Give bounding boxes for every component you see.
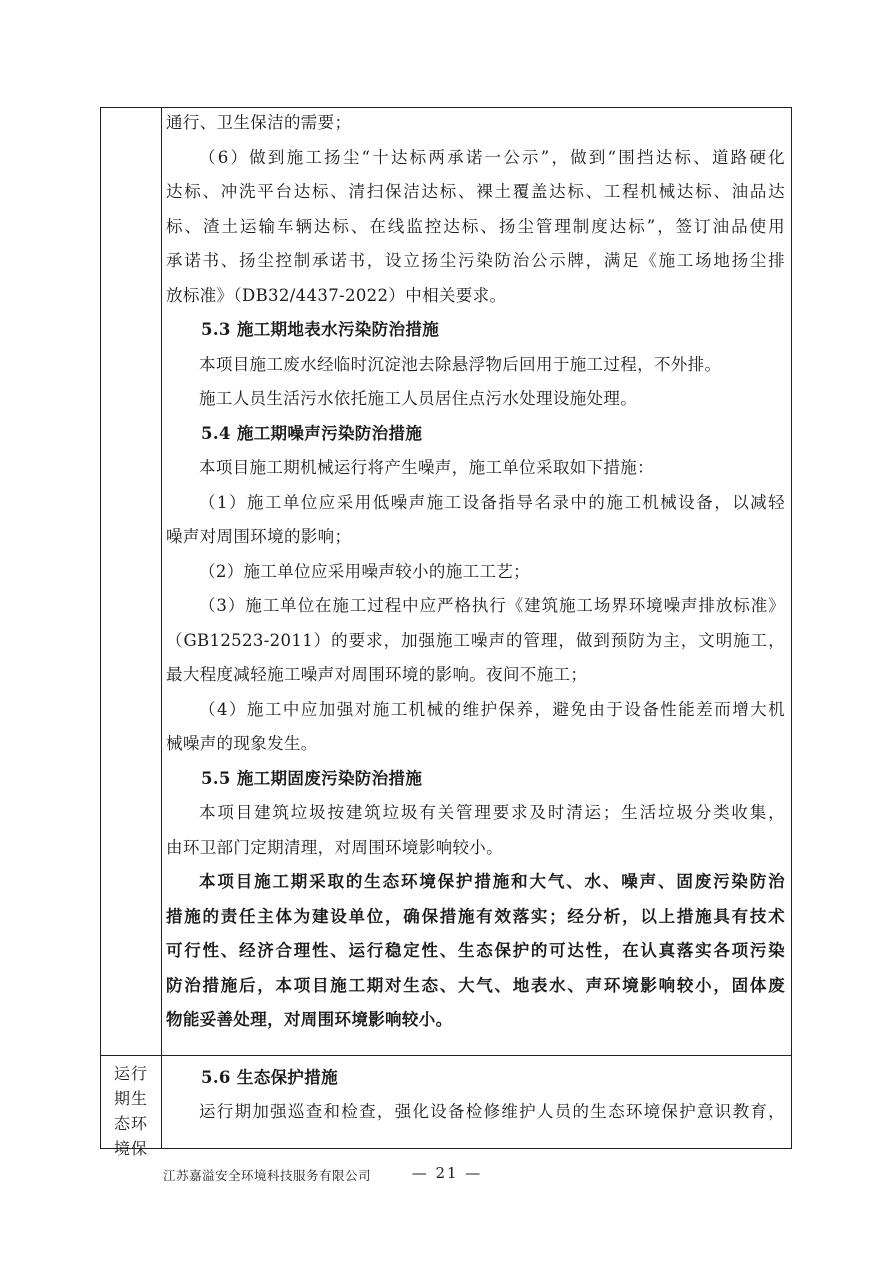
page-footer xyxy=(0,1164,893,1186)
text-line: 承诺书、扬尘控制承诺书，设立扬尘污染防治公示牌，满足《施工场地扬尘排 xyxy=(166,251,785,270)
section-heading: 5.4 施工期噪声污染防治措施 xyxy=(201,423,423,443)
row-label-cell xyxy=(101,108,162,1055)
text-line: 本项目施工期机械运行将产生噪声，施工单位采取如下措施： xyxy=(199,458,654,477)
text-line: （1）施工单位应采用低噪声施工设备指导名录中的施工机械设备，以减轻 xyxy=(199,492,785,512)
section-heading: 5.6 生态保护措施 xyxy=(201,1068,338,1087)
side-label-line: 期生 xyxy=(113,1089,148,1108)
text-line: 措施的责任主体为建设单位，确保措施有效落实；经分析，以上措施具有技术 xyxy=(166,906,785,926)
text-line: 放标准》（DB32/4437-2022）中相关要求。 xyxy=(166,285,507,305)
operation-period-row xyxy=(101,1055,791,1158)
text-line: （2）施工单位应采用噪声较小的施工工艺； xyxy=(199,561,530,581)
text-line: 标、渣土运输车辆达标、在线监控达标、扬尘管理制度达标”，签订油品使用 xyxy=(166,216,785,236)
text-line: 本项目施工期采取的生态环境保护措施和大气、水、噪声、固废污染防治 xyxy=(199,872,785,891)
document-table xyxy=(100,107,792,1158)
row-content-cell xyxy=(161,108,791,1055)
company-name: 江苏嘉溢安全环境科技服务有限公司 xyxy=(163,1168,372,1183)
text-line: 运行期加强巡查和检查，强化设备检修维护人员的生态环境保护意识教育， xyxy=(199,1102,785,1121)
text-line: 达标、冲洗平台达标、清扫保洁达标、裸土覆盖达标、工程机械达标、油品达 xyxy=(166,182,785,201)
text-line: 施工人员生活污水依托施工人员居住点污水处理设施处理。 xyxy=(199,389,638,408)
side-label-line: 运行 xyxy=(113,1064,148,1083)
construction-period-row xyxy=(101,108,791,1056)
text-line: 由环卫部门定期清理，对周围环境影响较小。 xyxy=(166,837,503,857)
section-heading: 5.5 施工期固废污染防治措施 xyxy=(201,768,423,788)
row-content-cell xyxy=(161,1055,791,1148)
text-line: 可行性、经济合理性、运行稳定性、生态保护的可达性，在认真落实各项污染 xyxy=(166,941,785,960)
text-line: 物能妥善处理，对周围环境影响较小。 xyxy=(166,1010,453,1029)
text-line: 防治措施后，本项目施工期对生态、大气、地表水、声环境影响较小，固体废 xyxy=(166,975,785,995)
text-line: 本项目施工废水经临时沉淀池去除悬浮物后回用于施工过程，不外排。 xyxy=(199,354,722,374)
text-line: 械噪声的现象发生。 xyxy=(166,734,318,753)
text-line: （3）施工单位在施工过程中应严格执行《建筑施工场界环境噪声排放标准》 xyxy=(199,596,785,615)
text-line: （4）施工中应加强对施工机械的维护保养，避免由于设备性能差而增大机 xyxy=(199,699,785,719)
text-line: 噪声对周围环境的影响； xyxy=(166,527,352,546)
side-label xyxy=(101,1061,161,1161)
text-line: 最大程度减轻施工噪声对周围环境的影响。夜间不施工； xyxy=(166,665,588,684)
text-line: （GB12523-2011）的要求，加强施工噪声的管理，做到预防为主，文明施工， xyxy=(166,630,785,650)
page-number: — 21 — xyxy=(411,1164,483,1182)
text-line: 通行、卫生保洁的需要； xyxy=(166,113,352,132)
section-heading: 5.3 施工期地表水污染防治措施 xyxy=(201,320,440,339)
row-label-cell xyxy=(101,1055,162,1158)
text-line: （6）做到施工扬尘“十达标两承诺一公示”，做到“围挡达标、道路硬化 xyxy=(199,147,785,167)
side-label-line: 境保 xyxy=(113,1139,148,1158)
side-label-line: 态环 xyxy=(113,1114,148,1133)
text-line: 本项目建筑垃圾按建筑垃圾有关管理要求及时清运；生活垃圾分类收集， xyxy=(199,803,785,822)
